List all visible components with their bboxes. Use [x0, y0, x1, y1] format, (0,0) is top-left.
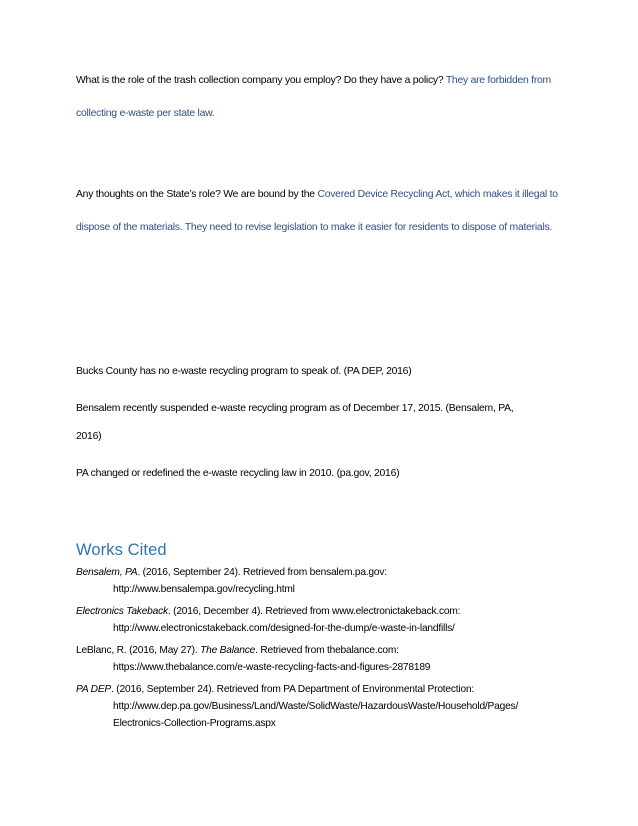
citation-entry	[76, 681, 576, 732]
citation-pre: LeBlanc, R. (2016, May 27).	[76, 645, 201, 656]
citation-url: http://www.bensalempa.gov/recycling.html	[113, 584, 295, 595]
citation-title: The Balance	[200, 645, 256, 656]
citation-title: Electronics Takeback	[76, 606, 168, 617]
paragraph-state-role	[76, 178, 576, 244]
citation-entry	[76, 564, 576, 598]
answer-text: Covered Device Recycling Act, which makes it illegal to dispose of the materials. They need to revise legislation to make it easier for residents to dispose of materials.	[76, 189, 558, 233]
citation-details: . (2016, September 24). Retrieved from PA Department of Environmental Protection:	[111, 684, 475, 695]
citation-url: http://www.dep.pa.gov/Business/Land/Waste/SolidWaste/HazardousWaste/Household/Pages/	[113, 701, 519, 712]
question-text: Any thoughts on the State’s role? We are bound by the	[76, 189, 318, 200]
citation-title: PA DEP	[76, 684, 112, 695]
paragraph-trash-collection	[76, 64, 576, 130]
citation-url-continued: Electronics-Collection-Programs.aspx	[113, 718, 276, 729]
works-cited-heading: Works Cited	[76, 541, 167, 559]
citation-entry	[76, 603, 576, 637]
note-pa-law: PA changed or redefined the e-waste recycling law in 2010. (pa.gov, 2016)	[76, 468, 400, 479]
citation-details: . Retrieved from thebalance.com:	[255, 645, 399, 656]
citation-title: Bensalem, PA	[76, 567, 138, 578]
note-bensalem: Bensalem recently suspended e-waste recycling program as of December 17, 2015. (Bensalem, PA,	[76, 403, 514, 414]
citation-url: http://www.electronicstakeback.com/designed-for-the-dump/e-waste-in-landfills/	[113, 623, 455, 634]
citation-details: . (2016, December 4). Retrieved from www.electronictakeback.com:	[167, 606, 461, 617]
question-text: What is the role of the trash collection company you employ? Do they have a policy?	[76, 75, 446, 86]
citation-entry	[76, 642, 576, 676]
citation-url: https://www.thebalance.com/e-waste-recycling-facts-and-figures-2878189	[113, 662, 431, 673]
answer-text: They are forbidden from collecting e-waste per state law.	[76, 75, 551, 119]
citation-details: . (2016, September 24). Retrieved from bensalem.pa.gov:	[137, 567, 387, 578]
note-bensalem-year: 2016)	[76, 431, 102, 442]
note-bucks-county: Bucks County has no e-waste recycling program to speak of. (PA DEP, 2016)	[76, 366, 412, 377]
